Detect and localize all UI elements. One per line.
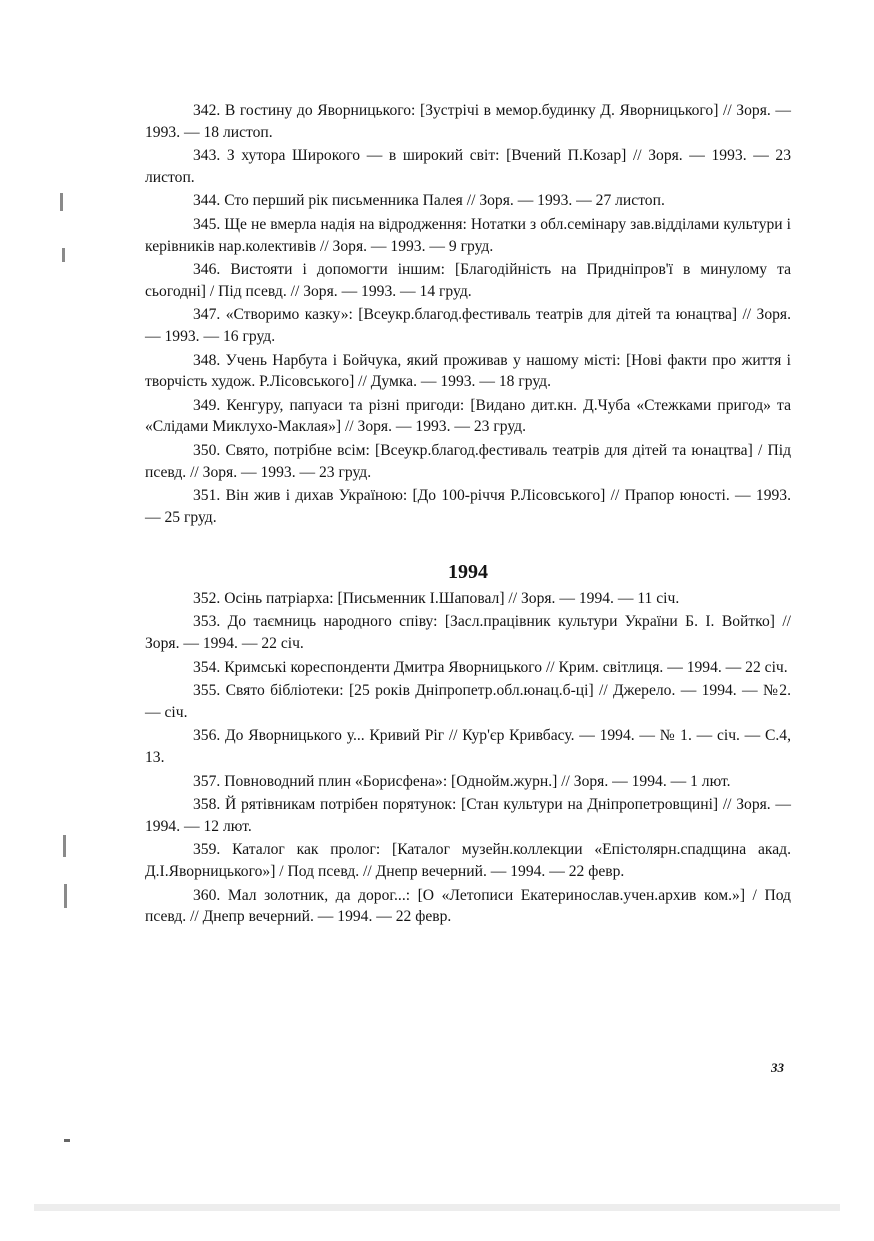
entry-354: 354. Кримські кореспонденти Дмитра Яворницького // Крим. світлиця. — 1994. — 22 січ. <box>193 658 788 676</box>
entry-353: 353. До таємниць народного співу: [Засл.працівник культури України Б. І. Войтко] // Зоря. — 1994. — 22 січ. <box>145 613 791 653</box>
margin-mark-1 <box>60 193 63 211</box>
entry-349: 349. Кенгуру, папуаси та різні пригоди: [Видано дит.кн. Д.Чуба «Стежками пригод» та «Слідами Миклухо-Маклая»] // Зоря. — 1993. — 23 груд. <box>145 396 791 436</box>
margin-mark-4 <box>64 884 67 908</box>
entry-360: 360. Мал золотник, да дорог...: [О «Летописи Екатеринослав.учен.архив ком.»] / Под псевд. // Днепр вечерний. — 1994. — 22 февр. <box>145 886 791 926</box>
entry-347: 347. «Створимо казку»: [Всеукр.благод.фестиваль театрів для дітей та юнацтва] // Зоря. — 1993. — 16 груд. <box>145 306 791 345</box>
entry-358: 358. Й рятівникам потрібен порятунок: [Стан культури на Дніпропетровщині] // Зоря. — 1994. — 12 лют. <box>145 796 791 835</box>
entry-343: 343. З хутора Широкого — в широкий світ: [Вчений П.Козар] // Зоря. — 1993. — 23 листоп. <box>145 147 791 186</box>
entry-345: 345. Ще не вмерла надія на відродження: Нотатки з обл.семінару зав.відділами культури і керівників нар.колективів // Зоря. — 1993. — 9 груд. <box>145 215 791 255</box>
year-heading: 1994 <box>448 561 488 584</box>
entry-344: 344. Сто перший рік письменника Палея // Зоря. — 1993. — 27 листоп. <box>193 192 665 210</box>
entry-355: 355. Свято бібліотеки: [25 років Дніпропетр.обл.юнац.б-ці] // Джерело. — 1994. — №2. — січ. <box>145 682 791 721</box>
entry-346: 346. Вистояти і допомогти іншим: [Благодійність на Придніпров'ї в минулому та сьогодні] / Під псевд. // Зоря. — 1993. — 14 груд. <box>145 261 791 300</box>
bibliography-text <box>145 100 791 930</box>
entry-359: 359. Каталог как пролог: [Каталог музейн.коллекции «Епістолярн.спадщина акад. Д.І.Яворницького»] / Под псевд. // Днепр вечерний. — 1994. — 22 февр. <box>145 841 791 880</box>
entry-356: 356. До Яворницького у... Кривий Ріг // Кур'єр Кривбасу. — 1994. — № 1. — січ. — С.4, 13. <box>145 727 791 767</box>
entry-350: 350. Свято, потрібне всім: [Всеукр.благод.фестиваль театрів для дітей та юнацтва] / Під псевд. // Зоря. — 1993. — 23 груд. <box>145 441 791 481</box>
entry-357: 357. Повноводний плин «Борисфена»: [Однойм.журн.] // Зоря. — 1994. — 1 лют. <box>193 772 731 790</box>
margin-mark-5 <box>64 1139 70 1142</box>
entry-348: 348. Учень Нарбута і Бойчука, який проживав у нашому місті: [Нові факти про життя і творчість худож. Р.Лісовського] // Думка. — 1993. — 18 груд. <box>145 351 791 391</box>
margin-mark-3 <box>63 835 66 857</box>
scan-edge-shadow <box>34 1204 840 1211</box>
page-number: 33 <box>771 1060 784 1075</box>
entry-352: 352. Осінь патріарха: [Письменник І.Шаповал] // Зоря. — 1994. — 11 січ. <box>193 589 680 607</box>
margin-mark-2 <box>62 248 65 262</box>
entry-351: 351. Він жив і дихав Україною: [До 100-річчя Р.Лісовського] // Прапор юності. — 1993. — 25 груд. <box>145 487 791 526</box>
entry-342: 342. В гостину до Яворницького: [Зустрічі в мемор.будинку Д. Яворницького] // Зоря. — 1993. — 18 листоп. <box>145 102 791 141</box>
